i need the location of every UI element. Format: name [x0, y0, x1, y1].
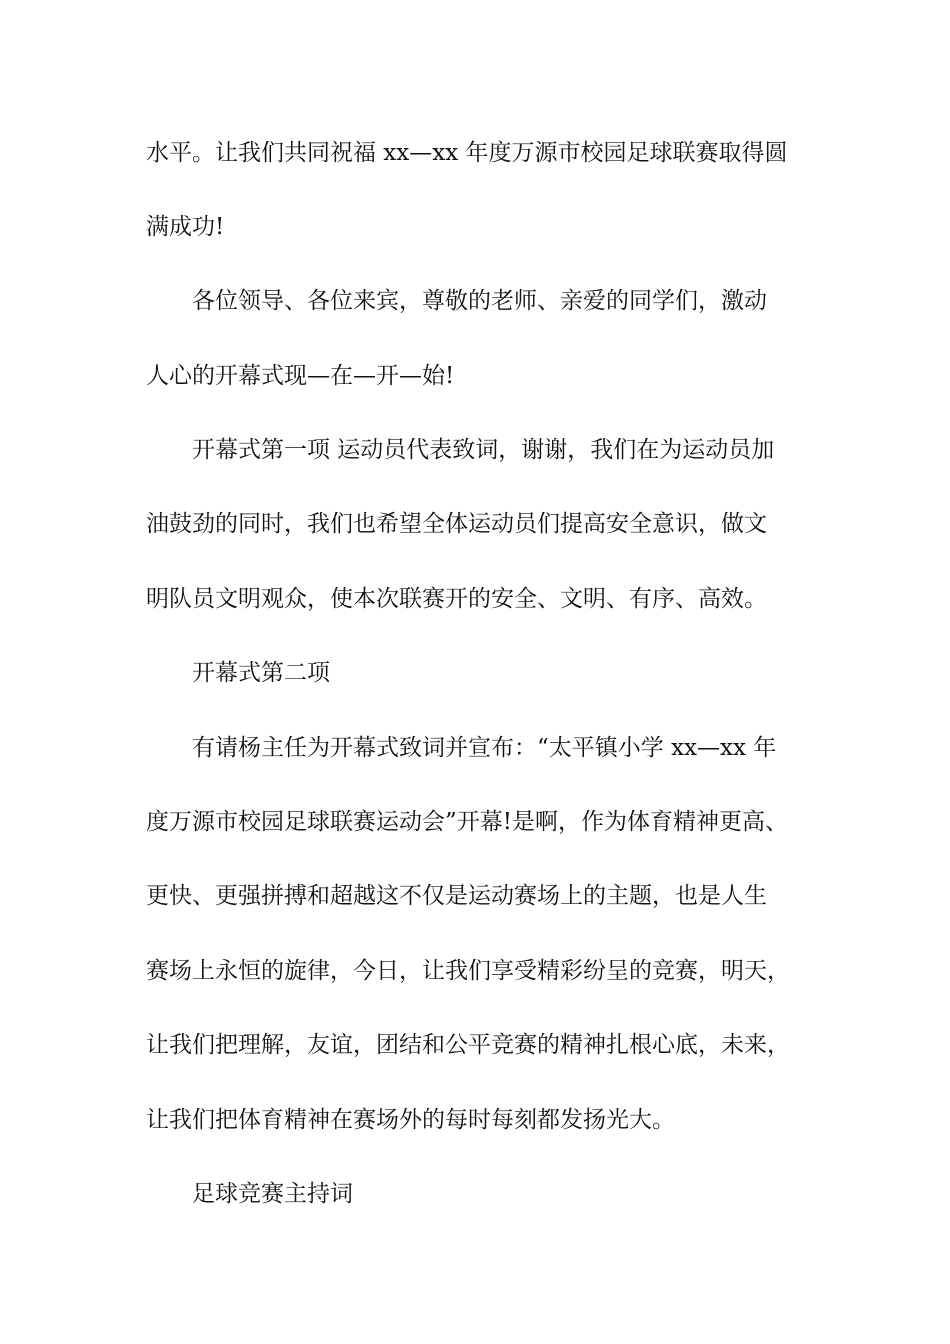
text-line-8: 开幕式第二项	[192, 660, 330, 686]
text-line-2: 满成功!	[146, 214, 225, 240]
text-line-9: 有请杨主任为开幕式致词并宣布：“太平镇小学 xx—xx 年	[192, 735, 777, 761]
text-line-10: 度万源市校园足球联赛运动会”开幕!是啊，作为体育精神更高、	[146, 809, 789, 835]
text-line-5: 开幕式第一项 运动员代表致词，谢谢，我们在为运动员加	[192, 437, 775, 463]
text-line-11: 更快、更强拼搏和超越这不仅是运动赛场上的主题，也是人生	[146, 883, 767, 909]
text-line-6: 油鼓劲的同时，我们也希望全体运动员们提高安全意识，做文	[146, 511, 767, 537]
text-line-3: 各位领导、各位来宾，尊敬的老师、亲爱的同学们，激动	[192, 288, 767, 314]
text-line-13: 让我们把理解，友谊，团结和公平竞赛的精神扎根心底，未来，	[146, 1032, 790, 1058]
text-line-1: 水平。让我们共同祝福 xx—xx 年度万源市校园足球联赛取得圆	[146, 140, 788, 166]
text-line-15: 足球竞赛主持词	[192, 1181, 353, 1207]
text-line-4: 人心的开幕式现—在—开—始!	[146, 363, 455, 389]
text-line-12: 赛场上永恒的旋律，今日，让我们享受精彩纷呈的竞赛，明天，	[146, 958, 790, 984]
text-line-14: 让我们把体育精神在赛场外的每时每刻都发扬光大。	[146, 1107, 675, 1133]
text-line-7: 明队员文明观众，使本次联赛开的安全、文明、有序、高效。	[146, 586, 767, 612]
